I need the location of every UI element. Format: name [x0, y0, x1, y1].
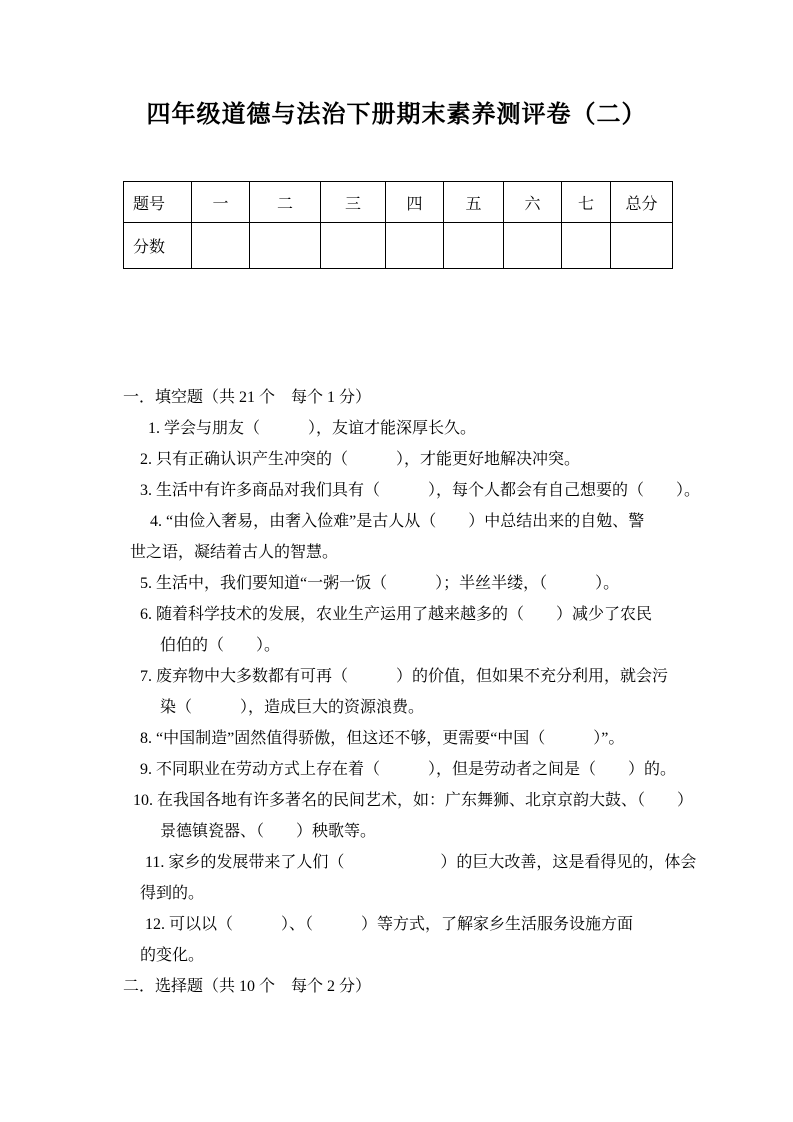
score-table-header-row [124, 182, 673, 223]
score-table-col-header: 七 [562, 182, 611, 223]
question-line: 1. 学会与朋友（ ），友谊才能深厚长久。 [148, 420, 477, 437]
score-cell-empty [504, 223, 562, 269]
score-table-col-header: 三 [321, 182, 386, 223]
question-continuation-line: 的变化。 [140, 947, 205, 964]
score-table-col-header: 题号 [124, 182, 192, 223]
page-title: 四年级道德与法治下册期末素养测评卷（二） [146, 102, 647, 128]
score-table [123, 181, 673, 269]
score-cell-empty [250, 223, 321, 269]
question-continuation-line: 世之语，凝结着古人的智慧。 [130, 544, 339, 561]
question-line: 2. 只有正确认识产生冲突的（ ），才能更好地解决冲突。 [140, 451, 581, 468]
question-line: 4. “由俭入奢易，由奢入俭难”是古人从（ ）中总结出来的自勉、警 [150, 513, 645, 530]
section-heading: 二．选择题（共 10 个 每个 2 分） [123, 978, 372, 995]
score-cell-empty [192, 223, 250, 269]
score-cell-empty [321, 223, 386, 269]
exam-body [123, 382, 703, 1002]
question-line: 3. 生活中有许多商品对我们具有（ ），每个人都会有自己想要的（ ）。 [140, 482, 701, 499]
score-cell-empty [444, 223, 504, 269]
question-continuation-line: 景德镇瓷器、（ ）秧歌等。 [160, 823, 377, 840]
score-cell-empty [611, 223, 673, 269]
question-line: 6. 随着科学技术的发展，农业生产运用了越来越多的（ ）减少了农民 [140, 606, 653, 623]
score-table-col-header: 四 [386, 182, 444, 223]
score-cell-empty [562, 223, 611, 269]
question-line: 8. “中国制造”固然值得骄傲，但这还不够，更需要“中国（ ）”。 [140, 730, 625, 747]
score-table-col-header: 总分 [611, 182, 673, 223]
score-row-label: 分数 [124, 223, 192, 269]
question-continuation-line: 伯伯的（ ）。 [160, 637, 281, 654]
score-table-col-header: 二 [250, 182, 321, 223]
question-continuation-line: 得到的。 [140, 885, 205, 902]
score-table-col-header: 六 [504, 182, 562, 223]
question-line: 7. 废弃物中大多数都有可再（ ）的价值，但如果不充分利用，就会污 [140, 668, 669, 685]
question-line: 10. 在我国各地有许多著名的民间艺术，如：广东舞狮、北京京韵大鼓、（ ） [133, 792, 694, 809]
section-heading: 一．填空题（共 21 个 每个 1 分） [123, 389, 372, 406]
score-table-col-header: 五 [444, 182, 504, 223]
question-line: 9. 不同职业在劳动方式上存在着（ ），但是劳动者之间是（ ）的。 [140, 761, 677, 778]
question-line: 11. 家乡的发展带来了人们（ ）的巨大改善，这是看得见的，体会 [145, 854, 697, 871]
question-line: 5. 生活中，我们要知道“一粥一饭（ ）；半丝半缕，（ ）。 [140, 575, 620, 592]
question-line: 12. 可以以（ ）、（ ）等方式，了解家乡生活服务设施方面 [145, 916, 634, 933]
score-table-score-row [124, 223, 673, 269]
score-table-col-header: 一 [192, 182, 250, 223]
score-cell-empty [386, 223, 444, 269]
question-continuation-line: 染（ ），造成巨大的资源浪费。 [160, 699, 425, 716]
